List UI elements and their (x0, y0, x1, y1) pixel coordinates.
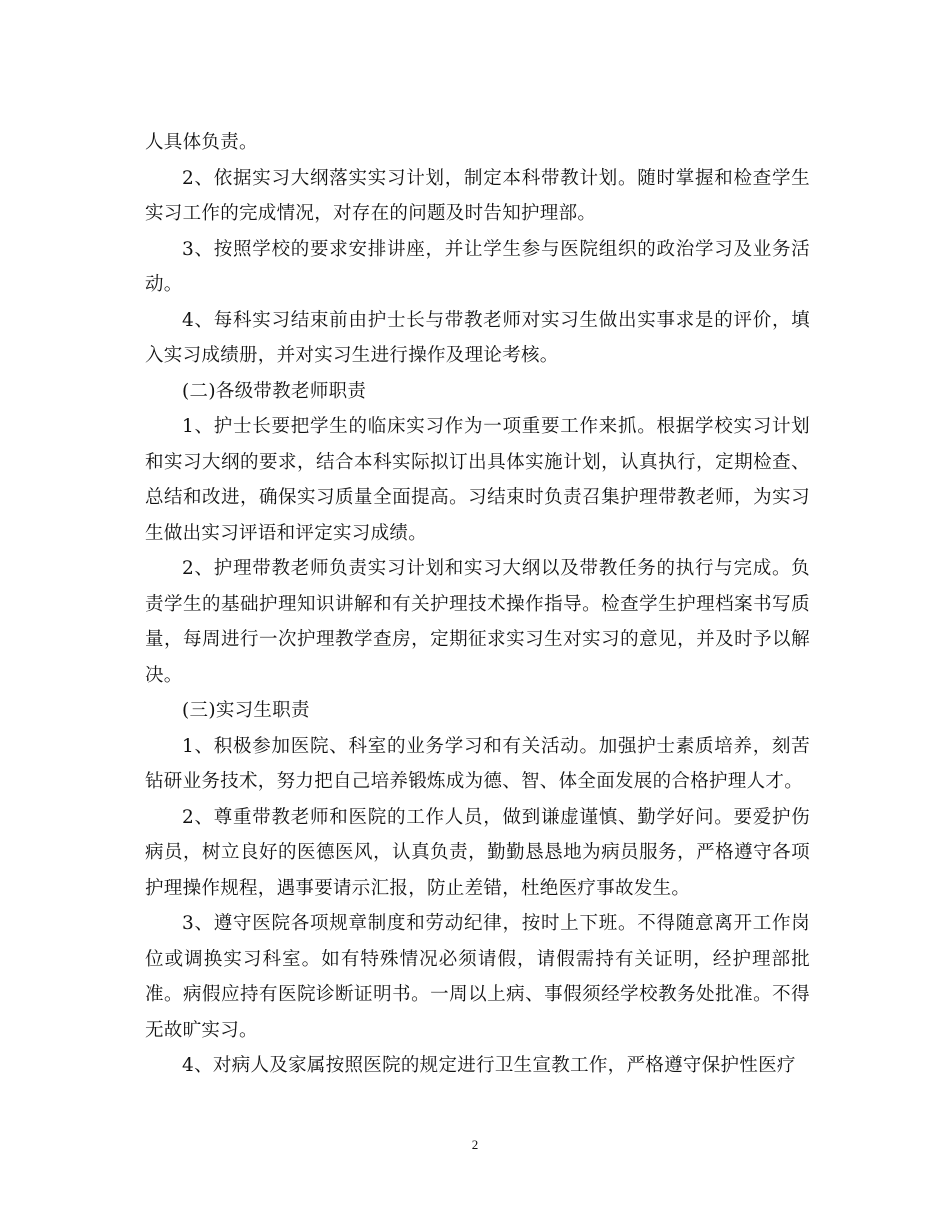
section-heading-interns: (三)实习生职责 (182, 700, 310, 721)
paragraph-intern-4: 4、对病人及家属按照医院的规定进行卫生宣教工作，严格遵守保护性医疗 (182, 1055, 796, 1076)
paragraph-continuation: 人具体负责。 (145, 132, 258, 153)
paragraph-intern-3: 3、遵守医院各项规章制度和劳动纪律，按时上下班。不得随意离开工作岗位或调换实习科室。如有特殊情况必须请假，请假需持有关证明，经护理部批准。病假应持有医院诊断证明书。一周以上病、事假须经学校教务处批准。不得无故旷实习。 (145, 913, 810, 1041)
document-body (145, 125, 810, 1084)
paragraph-intern-2: 2、尊重带教老师和医院的工作人员，做到谦虚谨慎、勤学好问。要爱护伤病员，树立良好的医德医风，认真负责，勤勤恳恳地为病员服务，严格遵守各项护理操作规程，遇事要请示汇报，防止差错，杜绝医疗事故发生。 (145, 806, 810, 899)
paragraph-teacher-2: 2、护理带教老师负责实习计划和实习大纲以及带教任务的执行与完成。负责学生的基础护理知识讲解和有关护理技术操作指导。检查学生护理档案书写质量，每周进行一次护理教学查房，定期征求实习生对实习的意见，并及时予以解决。 (145, 558, 810, 686)
paragraph-item-4: 4、每科实习结束前由护士长与带教老师对实习生做出实事求是的评价，填入实习成绩册，并对实习生进行操作及理论考核。 (145, 309, 810, 366)
page-number: 2 (471, 1137, 479, 1152)
paragraph-teacher-1: 1、护士长要把学生的临床实习作为一项重要工作来抓。根据学校实习计划和实习大纲的要求，结合本科实际拟订出具体实施计划，认真执行，定期检查、总结和改进，确保实习质量全面提高。习结束时负责召集护理带教老师，为实习生做出实习评语和评定实习成绩。 (145, 416, 810, 544)
section-heading-teachers: (二)各级带教老师职责 (182, 380, 367, 402)
paragraph-item-3: 3、按照学校的要求安排讲座，并让学生参与医院组织的政治学习及业务活动。 (145, 238, 810, 295)
paragraph-item-2: 2、依据实习大纲落实实习计划，制定本科带教计划。随时掌握和检查学生实习工作的完成情况，对存在的问题及时告知护理部。 (145, 167, 810, 224)
paragraph-intern-1: 1、积极参加医院、科室的业务学习和有关活动。加强护士素质培养，刻苦钻研业务技术，努力把自己培养锻炼成为德、智、体全面发展的合格护理人才。 (145, 735, 810, 792)
